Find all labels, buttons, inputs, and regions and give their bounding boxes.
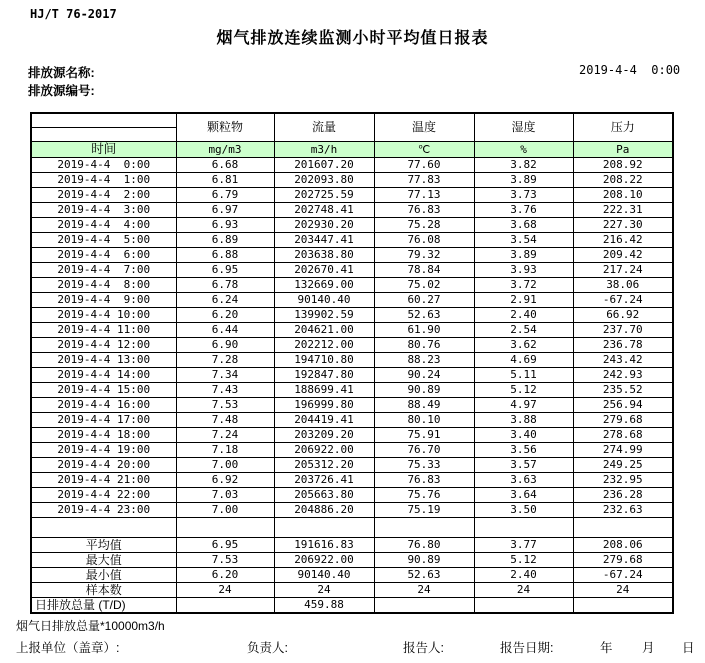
value-cell: 201607.20 (274, 158, 374, 173)
value-cell: -67.24 (573, 293, 673, 308)
value-cell: 204621.00 (274, 323, 374, 338)
value-cell: 77.83 (374, 173, 474, 188)
table-row (31, 428, 673, 443)
time-cell: 2019-4-4 18:00 (31, 428, 176, 443)
value-cell: 75.02 (374, 278, 474, 293)
summary-value-cell: 90.89 (374, 553, 474, 568)
value-cell: 206922.00 (274, 443, 374, 458)
value-cell: 7.18 (176, 443, 274, 458)
col-header-pressure: 压力 (573, 113, 673, 142)
table-row (31, 173, 673, 188)
time-cell: 2019-4-4 23:00 (31, 503, 176, 518)
value-cell: 279.68 (573, 413, 673, 428)
units-row (31, 142, 673, 158)
value-cell: 205312.20 (274, 458, 374, 473)
value-cell: 203726.41 (274, 473, 374, 488)
col-header-temperature: 温度 (374, 113, 474, 142)
summary-label-cell: 平均值 (31, 538, 176, 553)
value-cell: 79.32 (374, 248, 474, 263)
footer-signature-line (0, 638, 705, 654)
value-cell: 139902.59 (274, 308, 374, 323)
value-cell: 204886.20 (274, 503, 374, 518)
value-cell: 75.91 (374, 428, 474, 443)
value-cell: 194710.80 (274, 353, 374, 368)
value-cell: 3.57 (474, 458, 573, 473)
spacer-cell (31, 518, 176, 538)
report-unit-label: 上报单位（盖章）: (16, 641, 120, 655)
value-cell: 80.10 (374, 413, 474, 428)
table-row (31, 443, 673, 458)
source-code-label: 排放源编号: (28, 84, 95, 98)
table-row (31, 233, 673, 248)
value-cell: 6.79 (176, 188, 274, 203)
value-cell: 7.24 (176, 428, 274, 443)
summary-value-cell: 24 (474, 583, 573, 598)
value-cell: 3.89 (474, 173, 573, 188)
value-cell: 227.30 (573, 218, 673, 233)
header-blank-top (31, 113, 176, 128)
value-cell: 6.93 (176, 218, 274, 233)
value-cell: 3.64 (474, 488, 573, 503)
value-cell: 242.93 (573, 368, 673, 383)
value-cell: 208.10 (573, 188, 673, 203)
value-cell: 3.50 (474, 503, 573, 518)
table-row (31, 473, 673, 488)
unit-particulate: mg/m3 (176, 142, 274, 158)
summary-value-cell: 2.40 (474, 568, 573, 583)
summary-label-cell: 最大值 (31, 553, 176, 568)
value-cell: 132669.00 (274, 278, 374, 293)
time-cell: 2019-4-4 22:00 (31, 488, 176, 503)
value-cell: 6.78 (176, 278, 274, 293)
summary-value-cell: 279.68 (573, 553, 673, 568)
responsible-person-label: 负责人: (247, 641, 288, 655)
summary-row (31, 538, 673, 553)
value-cell: 6.89 (176, 233, 274, 248)
spacer-cell (573, 518, 673, 538)
unit-flow: m3/h (274, 142, 374, 158)
table-row (31, 203, 673, 218)
summary-value-cell: 52.63 (374, 568, 474, 583)
value-cell: 6.90 (176, 338, 274, 353)
value-cell: 7.48 (176, 413, 274, 428)
time-cell: 2019-4-4 9:00 (31, 293, 176, 308)
spacer-cell (374, 518, 474, 538)
value-cell: 7.03 (176, 488, 274, 503)
value-cell: 202725.59 (274, 188, 374, 203)
value-cell: 75.19 (374, 503, 474, 518)
table-row (31, 383, 673, 398)
standard-number: HJ/T 76-2017 (30, 7, 117, 21)
value-cell: 7.00 (176, 503, 274, 518)
time-cell: 2019-4-4 14:00 (31, 368, 176, 383)
value-cell: 196999.80 (274, 398, 374, 413)
value-cell: 3.40 (474, 428, 573, 443)
summary-value-cell: 7.53 (176, 553, 274, 568)
table-row (31, 188, 673, 203)
summary-row (31, 568, 673, 583)
value-cell: 235.52 (573, 383, 673, 398)
time-cell: 2019-4-4 17:00 (31, 413, 176, 428)
summary-row (31, 598, 673, 614)
value-cell: 88.23 (374, 353, 474, 368)
summary-value-cell: 6.20 (176, 568, 274, 583)
value-cell: 38.06 (573, 278, 673, 293)
report-datetime: 2019-4-4 0:00 (579, 63, 681, 77)
value-cell: 6.24 (176, 293, 274, 308)
value-cell: 274.99 (573, 443, 673, 458)
summary-value-cell: 3.77 (474, 538, 573, 553)
value-cell: 3.82 (474, 158, 573, 173)
value-cell: 5.12 (474, 383, 573, 398)
time-cell: 2019-4-4 16:00 (31, 398, 176, 413)
time-cell: 2019-4-4 20:00 (31, 458, 176, 473)
col-header-humidity: 湿度 (474, 113, 573, 142)
table-row (31, 368, 673, 383)
summary-value-cell (474, 598, 573, 614)
value-cell: 6.88 (176, 248, 274, 263)
value-cell: 61.90 (374, 323, 474, 338)
value-cell: 78.84 (374, 263, 474, 278)
header-blank-bottom (31, 128, 176, 142)
summary-value-cell: 191616.83 (274, 538, 374, 553)
value-cell: 7.28 (176, 353, 274, 368)
summary-label-cell: 样本数 (31, 583, 176, 598)
value-cell: 208.92 (573, 158, 673, 173)
table-row (31, 218, 673, 233)
value-cell: 236.78 (573, 338, 673, 353)
summary-value-cell (374, 598, 474, 614)
spacer-cell (176, 518, 274, 538)
value-cell: 66.92 (573, 308, 673, 323)
value-cell: 76.70 (374, 443, 474, 458)
table-row (31, 488, 673, 503)
time-cell: 2019-4-4 21:00 (31, 473, 176, 488)
time-cell: 2019-4-4 19:00 (31, 443, 176, 458)
spacer-row (31, 518, 673, 538)
summary-value-cell: -67.24 (573, 568, 673, 583)
value-cell: 249.25 (573, 458, 673, 473)
col-header-particulate: 颗粒物 (176, 113, 274, 142)
value-cell: 202670.41 (274, 263, 374, 278)
value-cell: 202930.20 (274, 218, 374, 233)
time-cell: 2019-4-4 2:00 (31, 188, 176, 203)
value-cell: 2.40 (474, 308, 573, 323)
unit-humidity: % (474, 142, 573, 158)
summary-value-cell: 24 (176, 583, 274, 598)
reporter-label: 报告人: (403, 641, 444, 655)
value-cell: 202093.80 (274, 173, 374, 188)
value-cell: 216.42 (573, 233, 673, 248)
value-cell: 203209.20 (274, 428, 374, 443)
value-cell: 6.20 (176, 308, 274, 323)
report-date-label: 报告日期: (500, 641, 554, 655)
table-row (31, 158, 673, 173)
time-cell: 2019-4-4 10:00 (31, 308, 176, 323)
unit-temperature: ℃ (374, 142, 474, 158)
value-cell: 80.76 (374, 338, 474, 353)
summary-label-cell: 日排放总量 (T/D) (31, 598, 176, 614)
day-label: 日 (682, 641, 695, 655)
value-cell: 76.08 (374, 233, 474, 248)
value-cell: 3.76 (474, 203, 573, 218)
value-cell: 3.68 (474, 218, 573, 233)
time-cell: 2019-4-4 6:00 (31, 248, 176, 263)
value-cell: 6.92 (176, 473, 274, 488)
spacer-cell (474, 518, 573, 538)
time-cell: 2019-4-4 5:00 (31, 233, 176, 248)
value-cell: 209.42 (573, 248, 673, 263)
summary-value-cell: 206922.00 (274, 553, 374, 568)
value-cell: 3.62 (474, 338, 573, 353)
value-cell: 3.93 (474, 263, 573, 278)
table-row (31, 323, 673, 338)
source-name-label: 排放源名称: (28, 66, 95, 80)
value-cell: 205663.80 (274, 488, 374, 503)
time-header: 时间 (31, 142, 176, 158)
summary-value-cell: 24 (374, 583, 474, 598)
value-cell: 236.28 (573, 488, 673, 503)
value-cell: 6.95 (176, 263, 274, 278)
value-cell: 75.33 (374, 458, 474, 473)
table-row (31, 248, 673, 263)
value-cell: 7.00 (176, 458, 274, 473)
time-cell: 2019-4-4 3:00 (31, 203, 176, 218)
value-cell: 202212.00 (274, 338, 374, 353)
value-cell: 7.53 (176, 398, 274, 413)
time-cell: 2019-4-4 4:00 (31, 218, 176, 233)
summary-row (31, 553, 673, 568)
value-cell: 204419.41 (274, 413, 374, 428)
year-label: 年 (600, 641, 613, 655)
value-cell: 256.94 (573, 398, 673, 413)
value-cell: 75.76 (374, 488, 474, 503)
page-title: 烟气排放连续监测小时平均值日报表 (216, 30, 489, 47)
value-cell: 222.31 (573, 203, 673, 218)
value-cell: 90.89 (374, 383, 474, 398)
value-cell: 77.60 (374, 158, 474, 173)
value-cell: 90140.40 (274, 293, 374, 308)
value-cell: 4.69 (474, 353, 573, 368)
value-cell: 203447.41 (274, 233, 374, 248)
value-cell: 202748.41 (274, 203, 374, 218)
value-cell: 192847.80 (274, 368, 374, 383)
table-row (31, 278, 673, 293)
value-cell: 3.63 (474, 473, 573, 488)
summary-value-cell: 5.12 (474, 553, 573, 568)
report-table (30, 112, 674, 614)
value-cell: 6.81 (176, 173, 274, 188)
summary-value-cell: 24 (573, 583, 673, 598)
value-cell: 217.24 (573, 263, 673, 278)
month-label: 月 (642, 641, 655, 655)
summary-label-cell: 最小值 (31, 568, 176, 583)
value-cell: 3.72 (474, 278, 573, 293)
table-row (31, 263, 673, 278)
value-cell: 76.83 (374, 473, 474, 488)
header-row-labels (31, 113, 673, 128)
time-cell: 2019-4-4 12:00 (31, 338, 176, 353)
value-cell: 232.63 (573, 503, 673, 518)
time-cell: 2019-4-4 8:00 (31, 278, 176, 293)
report-table-container (30, 112, 674, 614)
table-row (31, 413, 673, 428)
value-cell: 88.49 (374, 398, 474, 413)
value-cell: 4.97 (474, 398, 573, 413)
value-cell: 203638.80 (274, 248, 374, 263)
value-cell: 75.28 (374, 218, 474, 233)
summary-value-cell: 90140.40 (274, 568, 374, 583)
table-row (31, 338, 673, 353)
value-cell: 6.44 (176, 323, 274, 338)
value-cell: 2.54 (474, 323, 573, 338)
time-cell: 2019-4-4 7:00 (31, 263, 176, 278)
table-row (31, 398, 673, 413)
value-cell: 90.24 (374, 368, 474, 383)
col-header-flow: 流量 (274, 113, 374, 142)
value-cell: 60.27 (374, 293, 474, 308)
value-cell: 2.91 (474, 293, 573, 308)
value-cell: 237.70 (573, 323, 673, 338)
table-row (31, 293, 673, 308)
value-cell: 3.56 (474, 443, 573, 458)
time-cell: 2019-4-4 0:00 (31, 158, 176, 173)
table-row (31, 308, 673, 323)
table-row (31, 353, 673, 368)
value-cell: 6.97 (176, 203, 274, 218)
table-row (31, 503, 673, 518)
summary-value-cell (573, 598, 673, 614)
summary-value-cell: 24 (274, 583, 374, 598)
summary-value-cell: 459.88 (274, 598, 374, 614)
value-cell: 5.11 (474, 368, 573, 383)
value-cell: 7.34 (176, 368, 274, 383)
value-cell: 208.22 (573, 173, 673, 188)
summary-value-cell: 6.95 (176, 538, 274, 553)
value-cell: 76.83 (374, 203, 474, 218)
value-cell: 278.68 (573, 428, 673, 443)
time-cell: 2019-4-4 15:00 (31, 383, 176, 398)
summary-value-cell: 208.06 (573, 538, 673, 553)
time-cell: 2019-4-4 11:00 (31, 323, 176, 338)
value-cell: 6.68 (176, 158, 274, 173)
value-cell: 3.73 (474, 188, 573, 203)
value-cell: 3.89 (474, 248, 573, 263)
value-cell: 7.43 (176, 383, 274, 398)
value-cell: 232.95 (573, 473, 673, 488)
total-emission-note: 烟气日排放总量*10000m3/h (16, 619, 165, 633)
value-cell: 188699.41 (274, 383, 374, 398)
value-cell: 77.13 (374, 188, 474, 203)
summary-row (31, 583, 673, 598)
time-cell: 2019-4-4 13:00 (31, 353, 176, 368)
value-cell: 243.42 (573, 353, 673, 368)
value-cell: 3.54 (474, 233, 573, 248)
time-cell: 2019-4-4 1:00 (31, 173, 176, 188)
summary-value-cell (176, 598, 274, 614)
report-table-body (31, 113, 673, 613)
spacer-cell (274, 518, 374, 538)
unit-pressure: Pa (573, 142, 673, 158)
value-cell: 3.88 (474, 413, 573, 428)
summary-value-cell: 76.80 (374, 538, 474, 553)
value-cell: 52.63 (374, 308, 474, 323)
table-row (31, 458, 673, 473)
